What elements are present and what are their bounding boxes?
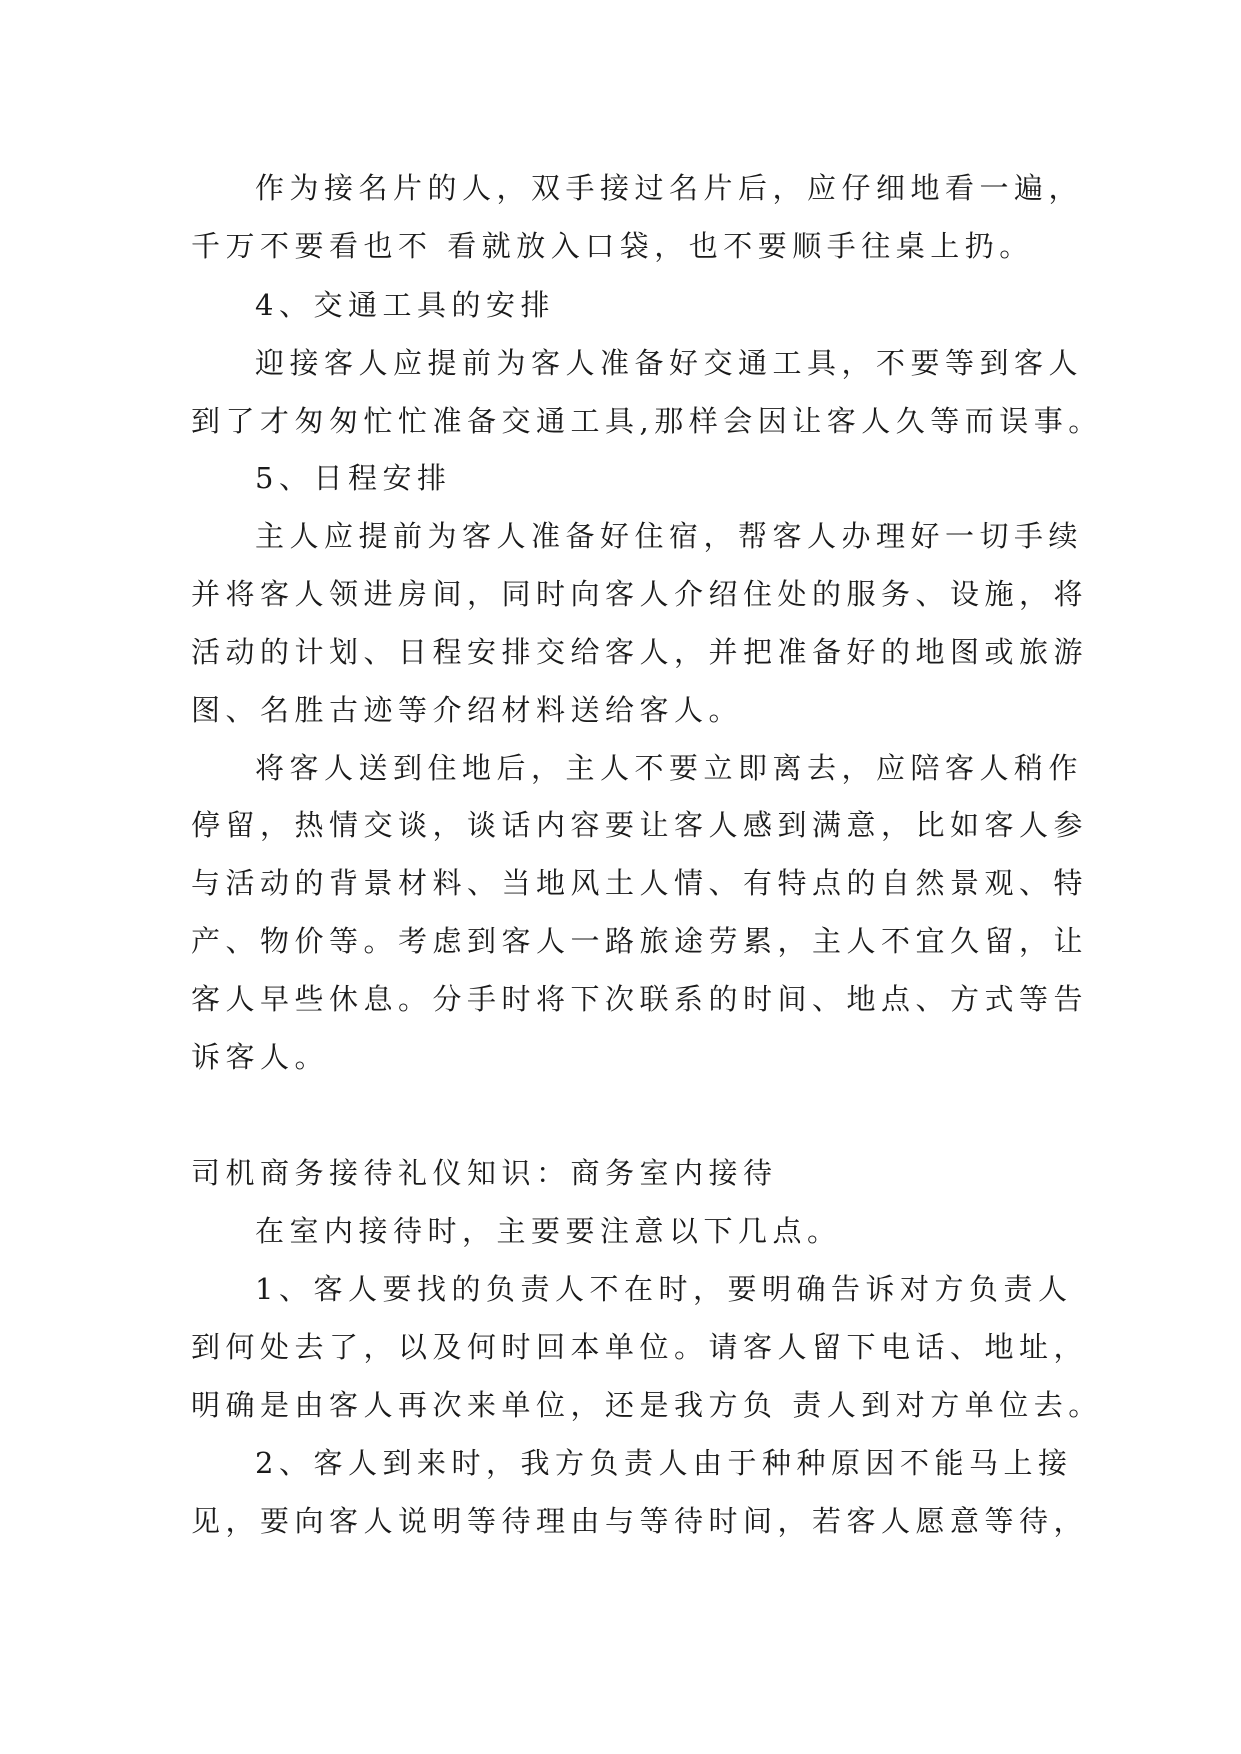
paragraph-line: 到了才匆匆忙忙准备交通工具,那样会因让客人久等而误事。: [191, 404, 1103, 438]
section-title: 司机商务接待礼仪知识：商务室内接待: [191, 1156, 778, 1190]
section-heading: 5、日程安排: [255, 461, 452, 495]
paragraph-line: 主人应提前为客人准备好住宿，帮客人办理好一切手续: [255, 519, 1084, 553]
paragraph-line: 迎接客人应提前为客人准备好交通工具，不要等到客人: [255, 346, 1084, 380]
paragraph-line: 停留，热情交谈，谈话内容要让客人感到满意，比如客人参: [191, 808, 1089, 842]
paragraph-line: 作为接名片的人，双手接过名片后，应仔细地看一遍，: [255, 171, 1084, 205]
paragraph-line: 千万不要看也不 看就放入口袋，也不要顺手往桌上扔。: [191, 229, 1034, 263]
paragraph-line: 图、名胜古迹等介绍材料送给客人。: [191, 693, 744, 727]
paragraph-line: 见，要向客人说明等待理由与等待时间，若客人愿意等待，: [191, 1504, 1089, 1538]
paragraph-line: 诉客人。: [191, 1040, 330, 1074]
paragraph-line: 客人早些休息。分手时将下次联系的时间、地点、方式等告: [191, 982, 1089, 1016]
paragraph-line: 与活动的背景材料、当地风土人情、有特点的自然景观、特: [191, 866, 1089, 900]
paragraph-line: 将客人送到住地后，主人不要立即离去，应陪客人稍作: [255, 751, 1084, 785]
paragraph-line: 产、物价等。考虑到客人一路旅途劳累，主人不宜久留，让: [191, 924, 1089, 958]
paragraph-line: 2、客人到来时，我方负责人由于种种原因不能马上接: [255, 1446, 1073, 1480]
paragraph-line: 明确是由客人再次来单位，还是我方负 责人到对方单位去。: [191, 1388, 1103, 1422]
paragraph-line: 1、客人要找的负责人不在时，要明确告诉对方负责人: [255, 1272, 1073, 1306]
paragraph-line: 活动的计划、日程安排交给客人，并把准备好的地图或旅游: [191, 635, 1089, 669]
paragraph-line: 到何处去了，以及何时回本单位。请客人留下电话、地址，: [191, 1330, 1089, 1364]
paragraph-line: 在室内接待时，主要要注意以下几点。: [255, 1214, 842, 1248]
section-heading: 4、交通工具的安排: [255, 288, 555, 322]
paragraph-line: 并将客人领进房间，同时向客人介绍住处的服务、设施，将: [191, 577, 1089, 611]
